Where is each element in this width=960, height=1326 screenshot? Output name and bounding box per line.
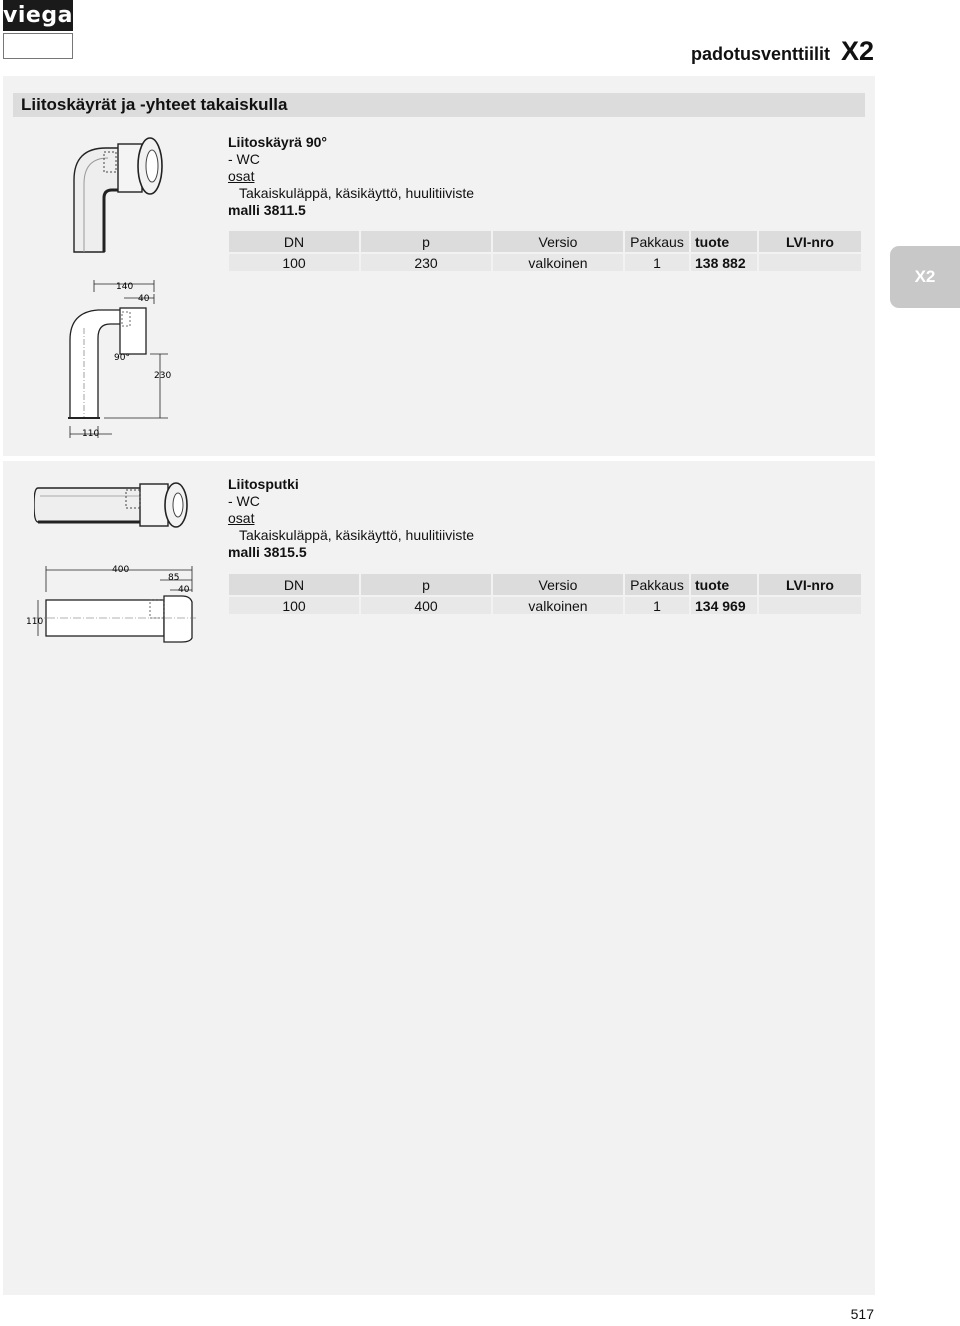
header-category: padotusventtiilit (691, 44, 830, 64)
logo-frame (3, 33, 73, 59)
cell-tuote: 138 882 (691, 254, 757, 271)
dim-width: 140 (116, 282, 134, 292)
cell-pakkaus: 1 (625, 597, 689, 614)
dim-height: 230 (154, 371, 172, 381)
dim-offset-2: 40 (178, 585, 190, 595)
dim-diameter: 110 (82, 429, 100, 439)
table-header-row (229, 574, 861, 595)
brand-logo-text: viega (3, 3, 73, 28)
col-versio: Versio (493, 574, 623, 595)
col-lvi: LVI-nro (759, 231, 861, 252)
elbow-product-image (60, 132, 170, 257)
product-1-parts-label: osat (228, 168, 255, 184)
product-1-table (227, 229, 863, 273)
product-2-parts-label: osat (228, 510, 255, 526)
side-tab[interactable]: X2 (890, 246, 960, 308)
cell-dn: 100 (229, 254, 359, 271)
col-tuote: tuote (691, 231, 757, 252)
col-versio: Versio (493, 231, 623, 252)
col-dn: DN (229, 574, 359, 595)
product-1-application: - WC (228, 151, 260, 167)
dim-offset: 40 (138, 294, 150, 304)
page-number: 517 (850, 1306, 874, 1322)
col-p: p (361, 574, 491, 595)
dim-socket: 85 (168, 573, 180, 583)
pipe-product-image (34, 480, 194, 530)
cell-p: 230 (361, 254, 491, 271)
cell-p: 400 (361, 597, 491, 614)
table-row (229, 254, 861, 271)
cell-versio: valkoinen (493, 597, 623, 614)
cell-tuote: 134 969 (691, 597, 757, 614)
product-1-info (228, 134, 474, 219)
cell-versio: valkoinen (493, 254, 623, 271)
col-lvi: LVI-nro (759, 574, 861, 595)
elbow-technical-drawing (24, 278, 184, 442)
product-2-parts: Takaiskuläppä, käsikäyttö, huulitiiviste (239, 527, 475, 543)
col-tuote: tuote (691, 574, 757, 595)
col-p: p (361, 231, 491, 252)
section-title: Liitoskäyrät ja -yhteet takaiskulla (13, 93, 865, 117)
col-pakkaus: Pakkaus (625, 231, 689, 252)
product-1-model: malli 3811.5 (228, 202, 306, 218)
cell-pakkaus: 1 (625, 254, 689, 271)
cell-lvi (759, 254, 861, 271)
pipe-technical-drawing (24, 562, 204, 646)
product-2-model: malli 3815.5 (228, 544, 307, 560)
product-1-name: Liitoskäyrä 90° (228, 134, 327, 150)
col-dn: DN (229, 231, 359, 252)
dim-diameter-2: 110 (26, 617, 44, 627)
product-2-table (227, 572, 863, 616)
cell-lvi (759, 597, 861, 614)
product-2-name: Liitosputki (228, 476, 299, 492)
dim-angle: 90° (114, 353, 130, 363)
cell-dn: 100 (229, 597, 359, 614)
table-row (229, 597, 861, 614)
brand-logo (3, 0, 73, 31)
product-1-parts: Takaiskuläppä, käsikäyttö, huulitiiviste (239, 185, 475, 201)
product-2-info (228, 476, 474, 561)
header-code: X2 (840, 36, 874, 66)
dim-length: 400 (112, 565, 130, 575)
table-header-row (229, 231, 861, 252)
col-pakkaus: Pakkaus (625, 574, 689, 595)
product-2-application: - WC (228, 493, 260, 509)
